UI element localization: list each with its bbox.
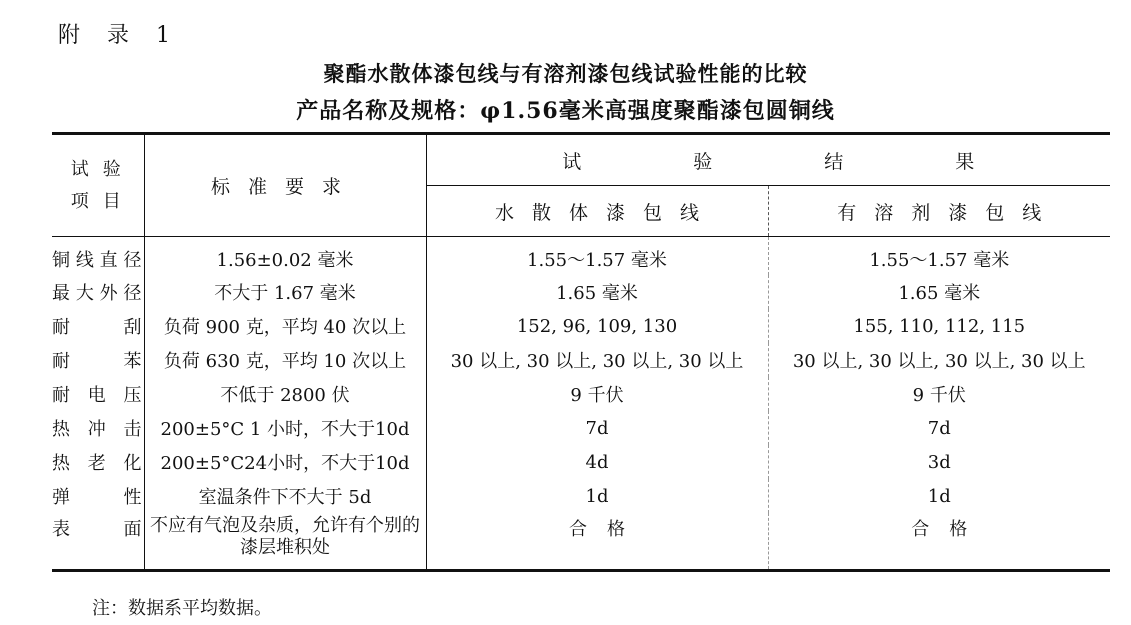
row-standard: 200±5°C 1 小时，不大于10d xyxy=(144,411,426,445)
header-test-item xyxy=(52,134,144,237)
row-water-result: 1.55～1.57 毫米 xyxy=(426,237,768,276)
row-item: 最大外径 xyxy=(52,275,144,309)
comparison-table xyxy=(52,132,1110,572)
table-body xyxy=(52,237,1110,571)
table-row xyxy=(52,343,1110,377)
document-subtitle: 产品名称及规格：φ1.56毫米高强度聚酯漆包圆铜线 xyxy=(296,98,835,124)
row-water-result: 7d xyxy=(426,411,768,445)
row-solvent-result: 9 千伏 xyxy=(912,385,966,406)
appendix-label: 附 录 1 xyxy=(58,23,180,48)
row-item: 热冲击 xyxy=(52,411,144,445)
row-standard: 负荷 900 克，平均 40 次以上 xyxy=(144,309,426,343)
row-item: 表面 xyxy=(52,513,144,571)
footnote: 注：数据系平均数据。 xyxy=(92,598,272,619)
row-item: 铜线直径 xyxy=(52,237,144,276)
table-row xyxy=(52,411,1110,445)
row-item: 弹性 xyxy=(52,479,144,513)
row-item: 热老化 xyxy=(52,445,144,479)
row-standard: 负荷 630 克，平均 10 次以上 xyxy=(144,343,426,377)
table-header xyxy=(52,134,1110,237)
table-row xyxy=(52,377,1110,411)
row-standard: 室温条件下不大于 5d xyxy=(144,479,426,513)
row-item: 耐苯 xyxy=(52,343,144,377)
row-water-result: 4d xyxy=(426,445,768,479)
row-water-result: 1.65 毫米 xyxy=(426,275,768,309)
header-water-dispersion-wire: 水散体漆包线 xyxy=(426,186,768,237)
row-solvent-result: 155, 110, 112, 115 xyxy=(853,315,1026,337)
header-test-item-line2: 项目 xyxy=(70,190,135,212)
header-test-item-line1: 试验 xyxy=(70,158,135,180)
row-water-result: 30 以上, 30 以上, 30 以上, 30 以上 xyxy=(426,343,768,377)
row-solvent-result: 30 以上, 30 以上, 30 以上, 30 以上 xyxy=(792,351,1086,372)
row-solvent-result: 1.55～1.57 毫米 xyxy=(869,250,1010,271)
row-solvent-result: 3d xyxy=(927,451,951,473)
row-water-result: 152, 96, 109, 130 xyxy=(426,309,768,343)
row-standard: 不应有气泡及杂质，允许有个别的漆层堆积处 xyxy=(144,513,426,571)
table-row xyxy=(52,309,1110,343)
row-solvent-result: 1d xyxy=(927,485,951,507)
row-solvent-result: 1.65 毫米 xyxy=(898,283,981,304)
table-row xyxy=(52,237,1110,276)
comparison-table-wrapper xyxy=(52,132,1110,572)
table-row xyxy=(52,513,1110,571)
row-water-result: 合格 xyxy=(426,513,768,571)
row-standard: 不大于 1.67 毫米 xyxy=(144,275,426,309)
row-standard: 1.56±0.02 毫米 xyxy=(144,237,426,276)
table-row xyxy=(52,275,1110,309)
header-standard-requirement: 标准要求 xyxy=(144,134,426,237)
row-solvent-result: 7d xyxy=(927,417,951,439)
row-item: 耐刮 xyxy=(52,309,144,343)
header-test-results: 试验结果 xyxy=(426,134,1110,186)
row-standard: 200±5°C24小时，不大于10d xyxy=(144,445,426,479)
header-solvent-wire: 有溶剂漆包线 xyxy=(768,186,1110,237)
row-water-result: 9 千伏 xyxy=(426,377,768,411)
row-solvent-result: 合格 xyxy=(911,519,988,540)
row-standard: 不低于 2800 伏 xyxy=(144,377,426,411)
row-item: 耐电压 xyxy=(52,377,144,411)
table-row xyxy=(52,445,1110,479)
row-water-result: 1d xyxy=(426,479,768,513)
table-row xyxy=(52,479,1110,513)
document-title: 聚酯水散体漆包线与有溶剂漆包线试验性能的比较 xyxy=(323,61,808,86)
